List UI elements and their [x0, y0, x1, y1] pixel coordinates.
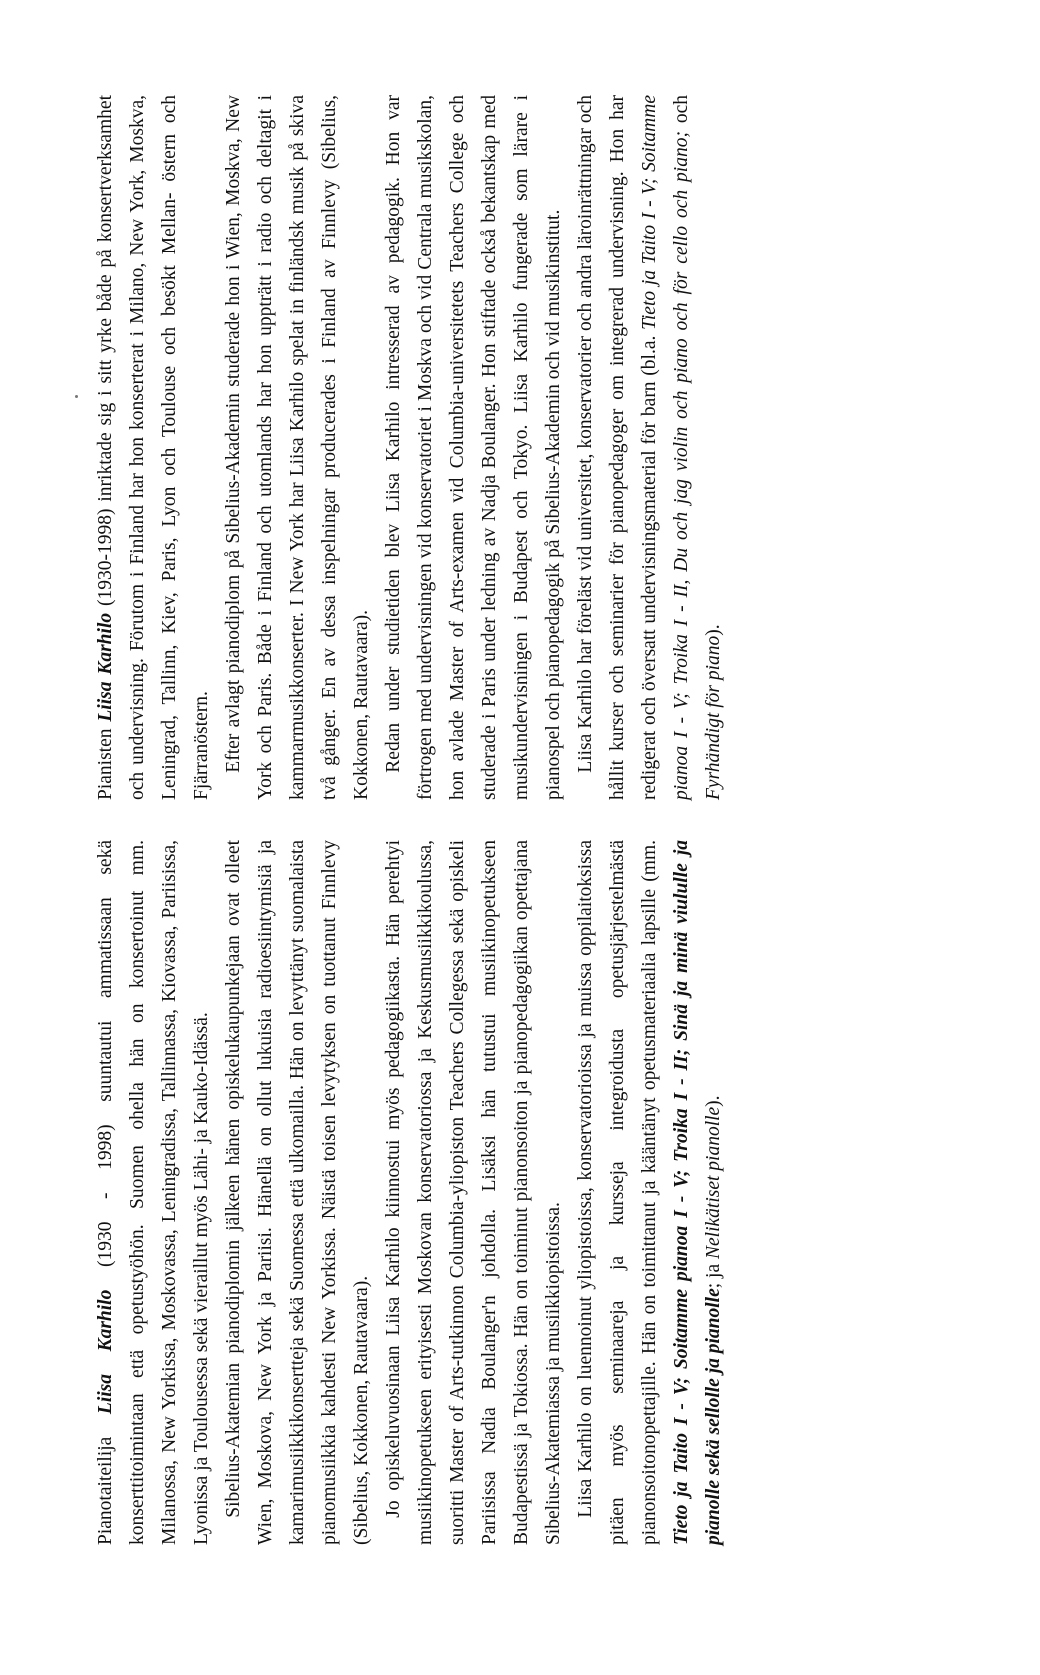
swedish-paragraph-1: [90, 95, 218, 800]
swedish-p4-end: ).: [703, 624, 724, 636]
swedish-column: [90, 95, 950, 800]
finnish-column: [90, 840, 950, 1545]
finnish-p1-intro: Pianotaiteilija: [95, 1414, 116, 1545]
scan-speck: [75, 395, 78, 398]
finnish-p4-end: ).: [703, 1095, 724, 1107]
swedish-paragraph-4: [570, 95, 730, 800]
swedish-paragraph-3: Redan under studietiden blev Liisa Karhilo intresserad av pedagogik. Hon var förtrogen med undervisningen vid konservatoriet i Moskva och vid Centrala musikskolan, hon avlade Master of Arts-examen vid Columbia-universitetets Teachers College och studerade i Paris under ledning av Nadja Boulanger. Hon stiftade också bekantskap med musikundervisningen i Budapest och Tokyo. Liisa Karhilo fungerade som lärare i pianospel och pianopedagogik på Sibelius-Akademin och vid musikinstitut.: [383, 95, 564, 800]
finnish-paragraph-4: [570, 840, 730, 1545]
finnish-p1-name: Liisa Karhilo: [95, 1289, 116, 1415]
finnish-paragraph-2: Sibelius-Akatemian pianodiplomin jälkeen hänen opiskelukaupunkejaan ovat olleet Wien, Moskova, New York ja Pariisi. Hänellä on ollut lukuisia radioesiintymisiä ja kamarimusiikkikonsertteja sekä Suomessa että ulkomailla. Hän on levyttänyt suomalaista pianomusiikkia kahdesti New Yorkissa. Näistä toisen levytyksen on tuottanut Finnlevy (Sibelius, Kokkonen, Rautavaara).: [223, 840, 372, 1545]
finnish-p4-titles: Tieto ja Taito I - V; Soitamme pianoa I - V; Troika I - II; Sinä ja minä viululle ja pianolle sekä sellolle ja pianolle: [671, 840, 724, 1545]
swedish-p4-title2: Fyrhändigt för piano: [703, 635, 724, 800]
finnish-paragraph-3: Jo opiskeluvuosinaan Liisa Karhilo kiinnostui myös pedagogiikasta. Hän perehtyi musiikinopetukseen erityisesti Moskovan konservatoriossa ja Keskusmusiikkikoulussa, suoritti Master of Arts-tutkinnon Columbia-yliopiston Teachers Collegessa sekä opiskeli Pariisissa Nadia Boulanger'n johdolla. Lisäksi hän tutustui musiikinopetukseen Budapestissä ja Tokiossa. Hän on toiminut pianonsoiton ja pianopedagogiikan opettajana Sibelius-Akatemiassa ja musiikkiopistoissa.: [383, 840, 564, 1545]
swedish-p1-intro: Pianisten: [95, 721, 116, 800]
finnish-paragraph-1: [90, 840, 218, 1545]
finnish-p4-title2: Nelikätiset pianolle: [703, 1106, 724, 1259]
swedish-p1-body: (1930-1998) inriktade sig i sitt yrke både på konsertverksamhet och undervisning. Förutom i Finland har hon konserterat i Milano, New York, Moskva, Leningrad, Tallinn, Kiev, Paris, Lyon och Toulouse och besökt Mellan- östern och Fjärranöstern.: [95, 95, 212, 800]
finnish-p4-sep: ; ja: [703, 1259, 724, 1289]
swedish-p4-body: Liisa Karhilo har föreläst vid universitet, konservatorier och andra läroinrättningar och hållit kurser och seminarier för pianopedagoger om integrerad undervisning. Hon har redigerat och översatt undervisningsmaterial för barn (bl.a.: [575, 95, 660, 800]
swedish-paragraph-2: Efter avlagt pianodiplom på Sibelius-Akademin studerade hon i Wien, Moskva, New York och Paris. Både i Finland och utomlands har hon uppträtt i radio och deltagit i kammarmusikkonserter. I New York har Liisa Karhilo spelat in finländsk musik på skiva två gånger. En av dessa inspelningar producerades i Finland av Finnlevy (Sibelius, Kokkonen, Rautavaara).: [223, 95, 372, 800]
finnish-p4-body: Liisa Karhilo on luennoinut yliopistoissa, konservatorioissa ja muissa oppilaitoksissa pitäen myös seminaareja ja kursseja integroidusta opetusjärjestelmästä pianonsoitonopettajille. Hän on toimittanut ja kääntänyt opetusmateriaalia lapsille (mm.: [575, 840, 660, 1545]
swedish-p1-name: Liisa Karhilo: [95, 612, 116, 722]
rotated-page: [90, 95, 950, 1545]
finnish-p1-body: (1930 - 1998) suuntautui ammatissaan sekä konserttitoimintaan että opetustyöhön. Suomen ohella hän on konsertoinut mm. Milanossa, New Yorkissa, Moskovassa, Leningradissa, Tallinnassa, Kiovassa, Pariisissa, Lyonissa ja Toulousessa sekä vieraillut myös Lähi- ja Kauko-Idässä.: [95, 840, 212, 1545]
swedish-p4-titles: Tieto ja Taito I - V; Soitamme pianoa I - V; Troika I - II, Du och jag violin och piano och för cello och piano;: [639, 95, 692, 800]
swedish-p4-sep: och: [671, 95, 692, 132]
